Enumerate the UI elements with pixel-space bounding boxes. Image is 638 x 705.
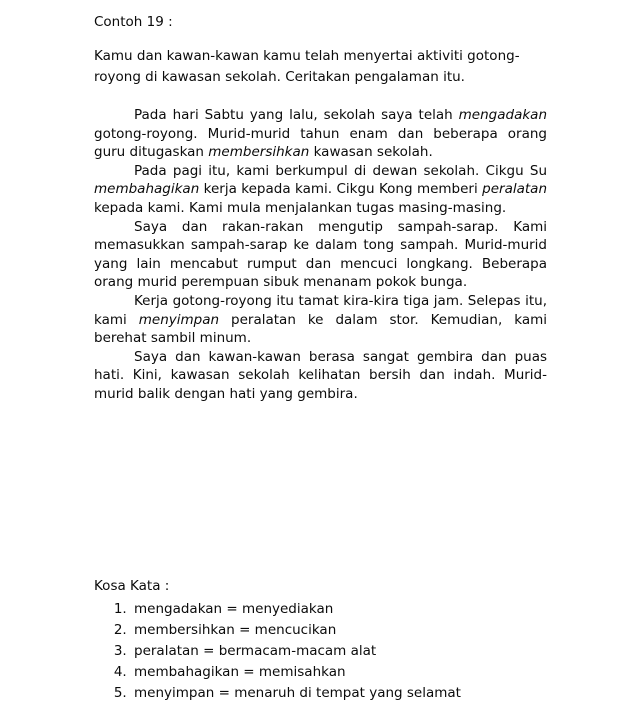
essay-paragraph-4: Kerja gotong-royong itu tamat kira-kira tiga jam. Selepas itu, kami menyimpan peralatan ke dalam stor. Kemudian, kami berehat sambil minum. — [94, 292, 547, 347]
essay-body — [94, 106, 547, 404]
vocabulary-item-2: 2. membersihkan = mencucikan — [131, 620, 547, 641]
vocabulary-list — [94, 599, 547, 705]
vocabulary-item-1: 1. mengadakan = menyediakan — [131, 599, 547, 620]
vocabulary-item-4: 4. membahagikan = memisahkan — [131, 662, 547, 683]
example-title: Contoh 19 : — [94, 14, 173, 30]
essay-paragraph-1: Pada hari Sabtu yang lalu, sekolah saya telah mengadakan gotong-royong. Murid-murid tahun enam dan beberapa orang guru ditugaskan membersihkan kawasan sekolah. — [94, 107, 547, 161]
vocabulary-section — [94, 576, 547, 705]
essay-paragraph-5: Saya dan kawan-kawan berasa sangat gembira dan puas hati. Kini, kawasan sekolah kelihatan bersih dan indah. Murid-murid balik dengan hati yang gembira. — [94, 348, 547, 402]
essay-paragraph-2: Pada pagi itu, kami berkumpul di dewan sekolah. Cikgu Su membahagikan kerja kepada kami. Cikgu Kong memberi peralatan kepada kami. Kami mula menjalankan tugas masing-masing. — [94, 162, 547, 216]
essay-paragraph-3: Saya dan rakan-rakan mengutip sampah-sarap. Kami memasukkan sampah-sarap ke dalam tong sampah. Murid-murid yang lain mencabut rumput dan mencuci longkang. Beberapa orang murid perempuan sibuk menanam pokok bunga. — [94, 218, 547, 291]
essay-prompt: Kamu dan kawan-kawan kamu telah menyertai aktiviti gotong-royong di kawasan sekolah. Ceritakan pengalaman itu. — [94, 48, 520, 85]
vocabulary-item-5: 5. menyimpan = menaruh di tempat yang selamat — [131, 683, 547, 704]
vocabulary-item-3: 3. peralatan = bermacam-macam alat — [131, 641, 547, 662]
vocabulary-heading: Kosa Kata : — [94, 577, 170, 594]
